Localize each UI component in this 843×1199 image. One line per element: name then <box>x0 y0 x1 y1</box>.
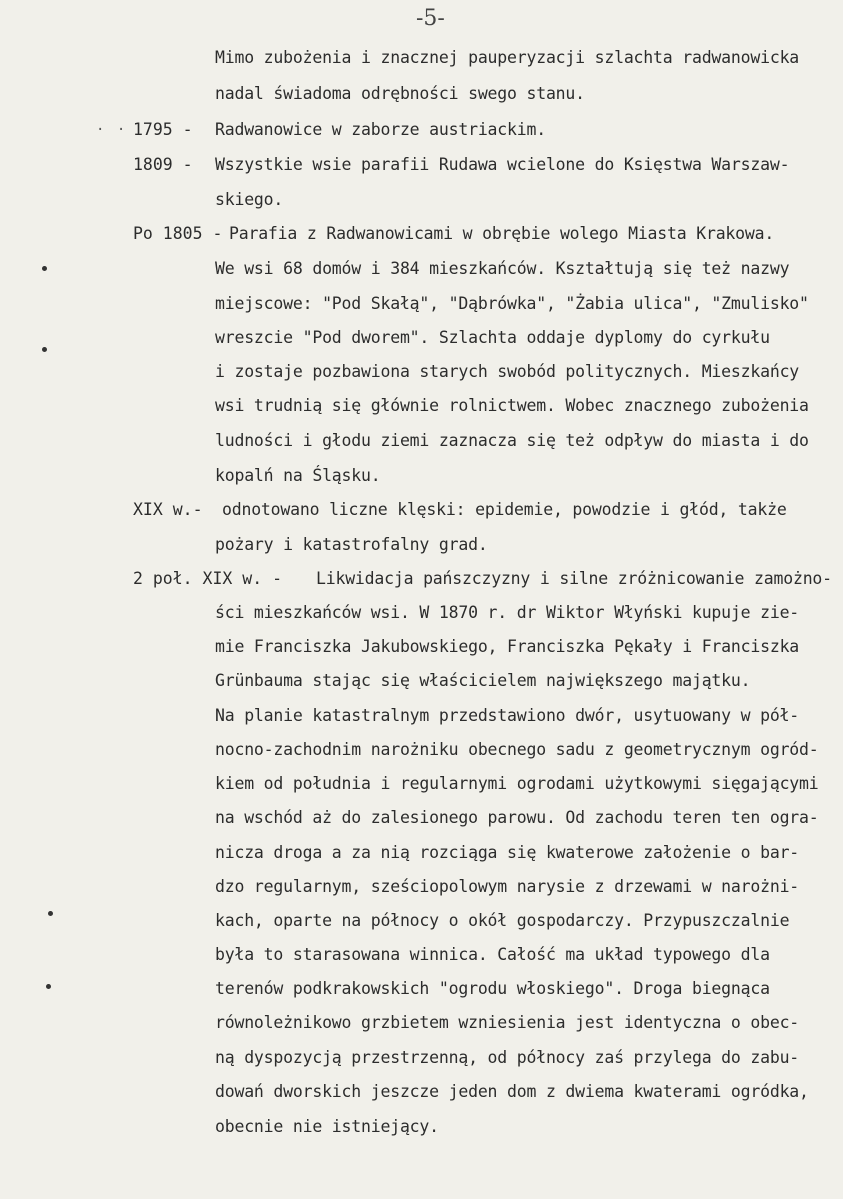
margin-mark <box>42 347 47 352</box>
text-line: terenów podkrakowskich "ogrodu włoskiego". Droga biegnąca <box>215 979 770 998</box>
text-line: ści mieszkańców wsi. W 1870 r. dr Wiktor Włyński kupuje zie- <box>215 603 800 622</box>
text-line: odnotowano liczne klęski: epidemie, powodzie i głód, także <box>222 500 787 519</box>
text-line: mie Franciszka Jakubowskiego, Franciszka Pękały i Franciszka <box>215 637 800 656</box>
text-line: równoleżnikowo grzbietem wzniesienia jest identyczna o obec- <box>215 1013 800 1032</box>
text-line: Radwanowice w zaborze austriackim. <box>215 120 546 139</box>
text-line: ną dyspozycją przestrzenną, od północy zaś przylega do zabu- <box>215 1048 800 1067</box>
text-line: kiem od południa i regularnymi ogrodami użytkowymi sięgającymi <box>215 774 819 793</box>
page-number: -5- <box>416 6 445 31</box>
entry-year: XIX w.- <box>133 500 203 519</box>
text-line: Na planie katastralnym przedstawiono dwór, usytuowany w pół- <box>215 706 800 725</box>
text-line: dzo regularnym, sześciopolowym narysie z drzewami w narożni- <box>215 877 800 896</box>
text-line: pożary i katastrofalny grad. <box>215 535 488 554</box>
text-line: ludności i głodu ziemi zaznacza się też odpływ do miasta i do <box>215 431 809 450</box>
margin-mark <box>46 984 51 989</box>
text-line: skiego. <box>215 190 284 209</box>
text-line: kach, oparte na północy o okół gospodarczy. Przypuszczalnie <box>215 911 790 930</box>
text-line: Mimo zubożenia i znacznej pauperyzacji szlachta radwanowicka <box>215 48 800 67</box>
text-line: nicza droga a za nią rozciąga się kwaterowe założenie o bar- <box>215 843 800 862</box>
entry-year: Po 1805 - <box>133 224 223 243</box>
text-line: kopalń na Śląsku. <box>215 466 381 485</box>
text-line: Grünbauma stając się właścicielem największego majątku. <box>215 671 751 690</box>
text-line: była to starasowana winnica. Całość ma układ typowego dla <box>215 945 770 964</box>
text-line: Wszystkie wsie parafii Rudawa wcielone do Księstwa Warszaw- <box>215 155 790 174</box>
text-line: miejscowe: "Pod Skałą", "Dąbrówka", "Żabia ulica", "Zmulisko" <box>215 294 809 313</box>
text-line: dowań dworskich jeszcze jeden dom z dwiema kwaterami ogródka, <box>215 1082 809 1101</box>
text-line: We wsi 68 domów i 384 mieszkańców. Kształtują się też nazwy <box>215 259 790 278</box>
margin-mark <box>42 266 47 271</box>
entry-year: 1809 - <box>133 155 193 174</box>
text-line: wsi trudnią się głównie rolnictwem. Wobec znacznego zubożenia <box>215 396 809 415</box>
entry-year: 2 poł. XIX w. - <box>133 569 283 588</box>
text-line: obecnie nie istniejący. <box>215 1117 439 1136</box>
text-line: i zostaje pozbawiona starych swobód politycznych. Mieszkańcy <box>215 362 800 381</box>
entry-year: 1795 - <box>133 120 193 139</box>
text-line: nadal świadoma odrębności swego stanu. <box>215 84 585 103</box>
text-line: wreszcie "Pod dworem". Szlachta oddaje dyplomy do cyrkułu <box>215 328 770 347</box>
margin-mark <box>48 911 53 916</box>
text-line: nocno-zachodnim narożniku obecnego sadu z geometrycznym ogród- <box>215 740 819 759</box>
text-line: na wschód aż do zalesionego parowu. Od zachodu teren ten ogra- <box>215 808 819 827</box>
text-line: Parafia z Radwanowicami w obrębie wolego Miasta Krakowa. <box>229 224 775 243</box>
text-line: Likwidacja pańszczyzny i silne zróżnicowanie zamożno- <box>316 569 832 588</box>
margin-dots: · · <box>96 122 128 138</box>
